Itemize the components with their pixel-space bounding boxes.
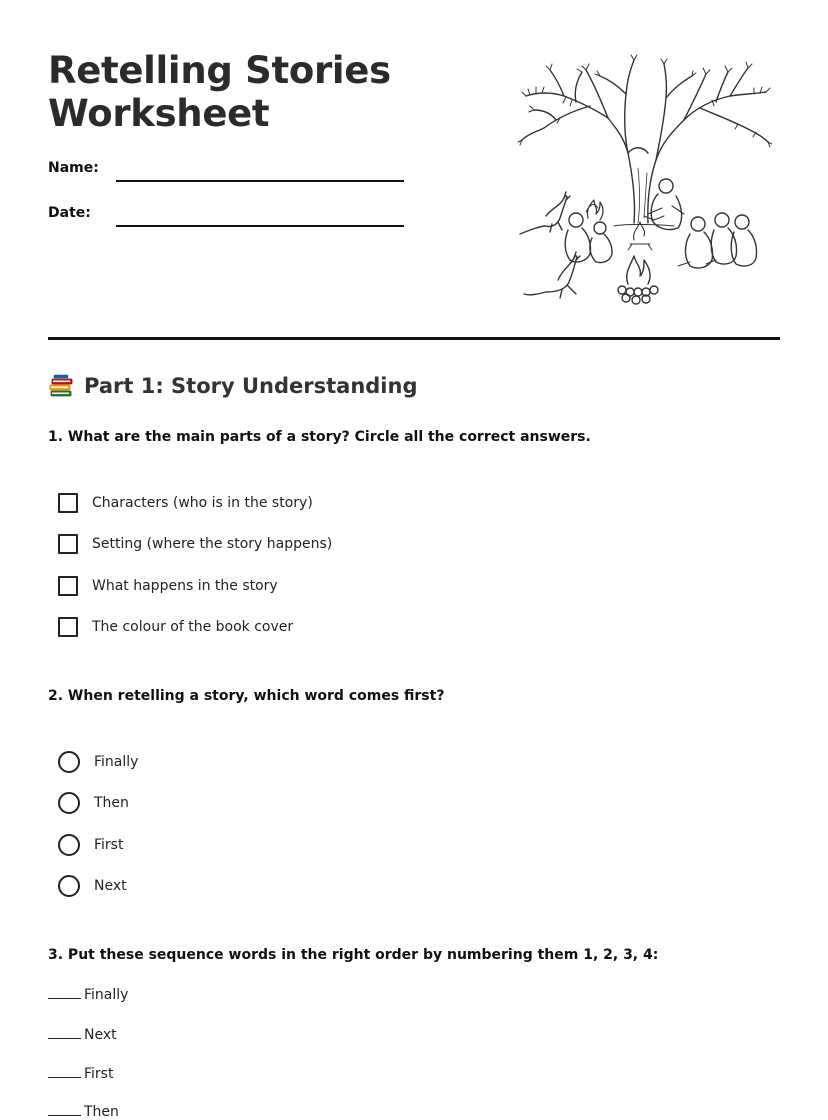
title-line-2: Worksheet [48,92,270,135]
radio-button[interactable] [58,834,80,856]
books-icon [48,373,74,399]
name-label: Name: [48,160,99,176]
checkbox[interactable] [58,576,78,596]
worksheet-title [48,49,391,135]
option-label: Characters (who is in the story) [92,495,313,511]
worksheet-page [48,0,780,1118]
number-blank[interactable] [48,1076,81,1078]
q1-option-2[interactable] [58,532,332,556]
q1-option-4[interactable] [58,615,293,639]
question-2: 2. When retelling a story, which word comes first? [48,688,445,704]
checkbox[interactable] [58,493,78,513]
number-blank[interactable] [48,997,81,999]
q2-option-4[interactable] [58,874,127,898]
option-label: Setting (where the story happens) [92,536,333,552]
header-divider [48,337,780,340]
sequence-word: Next [84,1027,117,1043]
name-field[interactable] [116,180,404,182]
radio-button[interactable] [58,792,80,814]
date-label: Date: [48,205,91,221]
question-1: 1. What are the main parts of a story? Circle all the correct answers. [48,429,591,445]
date-field[interactable] [116,225,404,227]
option-label: First [94,837,124,853]
option-label: What happens in the story [92,578,278,594]
sequence-word: First [84,1066,114,1082]
q2-option-3[interactable] [58,833,123,857]
q1-option-1[interactable] [58,491,313,515]
option-label: The colour of the book cover [92,619,294,635]
title-line-1: Retelling Stories [48,49,391,92]
storytelling-under-tree-illustration [516,48,772,306]
checkbox[interactable] [58,534,78,554]
part1-heading [48,373,417,399]
option-label: Next [94,878,127,894]
q3-item-1[interactable] [48,987,128,1003]
sequence-word: Finally [84,987,129,1003]
q3-item-3[interactable] [48,1066,113,1082]
option-label: Then [94,795,129,811]
part1-title: Part 1: Story Understanding [84,374,418,398]
radio-button[interactable] [58,875,80,897]
sequence-word: Then [84,1104,119,1120]
q1-option-3[interactable] [58,574,278,598]
q3-item-2[interactable] [48,1027,117,1043]
number-blank[interactable] [48,1037,81,1039]
checkbox[interactable] [58,617,78,637]
number-blank[interactable] [48,1114,81,1116]
q2-option-2[interactable] [58,791,129,815]
option-label: Finally [94,754,139,770]
question-3: 3. Put these sequence words in the right order by numbering them 1, 2, 3, 4: [48,947,659,963]
radio-button[interactable] [58,751,80,773]
q2-option-1[interactable] [58,750,138,774]
